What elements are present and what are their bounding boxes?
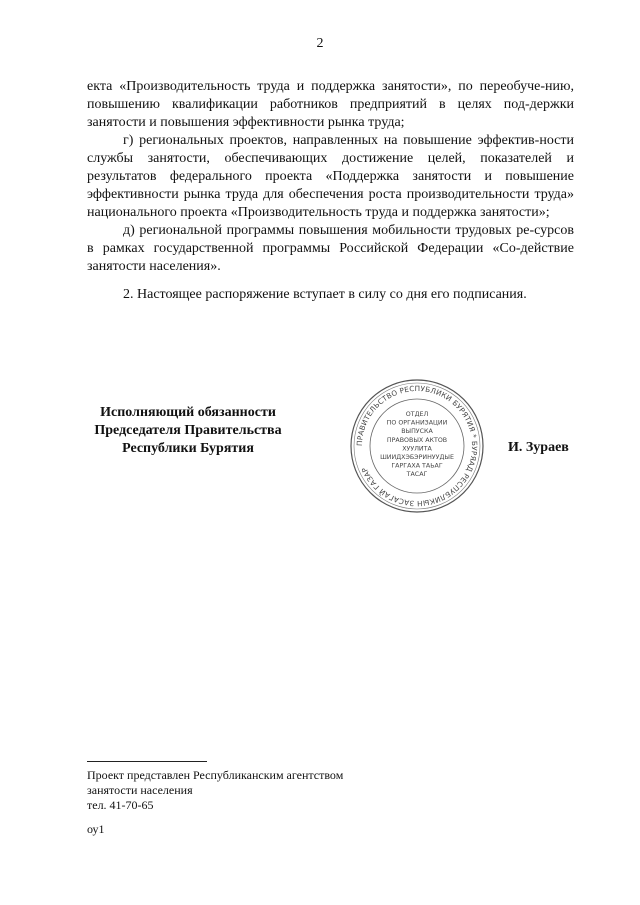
paragraph-d: д) региональной программы повышения мобильности трудовых ре-сурсов в рамках государственной программы Российской Федерации «Со-действие занятости населения». <box>87 223 574 274</box>
seal-ring-text: ПРАВИТЕЛЬСТВО РЕСПУБЛИКИ БУРЯТИЯ * БУРЯАД РЕСПУБЛИКЫН ЗАСАГАЙ ГАЗАР <box>354 383 480 509</box>
seal-inner-line: ПО ОРГАНИЗАЦИИ <box>386 419 448 427</box>
page-number: 2 <box>316 36 324 51</box>
signatory-line-3: Республики Бурятия <box>122 441 254 456</box>
paragraph-continuation: екта «Производительность труда и поддержка занятости», по переобуче-нию, повышению квалификации работников предприятий в целях под-держки занятости и повышения эффективности рынка труда; <box>87 79 574 130</box>
seal-inner-line: ПРАВОВЫХ АКТОВ <box>386 436 448 444</box>
seal-inner-line: ШИИДХЭБЭРИНУУДЫЕ <box>380 454 454 461</box>
seal-inner-line: ОТДЕЛ <box>405 411 429 418</box>
signatory-line-1: Исполняющий обязанности <box>100 405 276 420</box>
footnote-divider <box>87 761 207 762</box>
signer-name: И. Зураев <box>508 440 569 455</box>
seal-inner-line: ВЫПУСКА <box>401 428 433 436</box>
footnote-line-1: Проект представлен Республиканским агентством <box>87 768 344 782</box>
seal-inner-line: ГАРГАХА ТАЬАГ <box>391 462 443 470</box>
paragraph-effective-date: 2. Настоящее распоряжение вступает в силу со дня его подписания. <box>123 287 527 302</box>
seal-inner-line: ХУУЛИТА <box>402 445 432 453</box>
official-seal <box>347 376 487 516</box>
footnote-line-2: занятости населения <box>87 783 193 797</box>
document-code: оу1 <box>87 822 105 836</box>
signatory-line-2: Председателя Правительства <box>94 423 282 438</box>
paragraph-g: г) региональных проектов, направленных на повышение эффектив-ности службы занятости, обеспечивающих достижение целей, показателей и результатов федерального проекта «Поддержка занятости и повышение эффективности рынка труда для обеспечения роста производительности труда» национального проекта «Производительность труда и поддержка занятости»; <box>87 133 574 220</box>
document-body <box>87 78 574 304</box>
signatory-title <box>78 404 298 458</box>
footnote-line-3: тел. 41-70-65 <box>87 798 154 812</box>
seal-inner-line: ТАСАГ <box>406 471 428 479</box>
footnote <box>87 768 343 813</box>
